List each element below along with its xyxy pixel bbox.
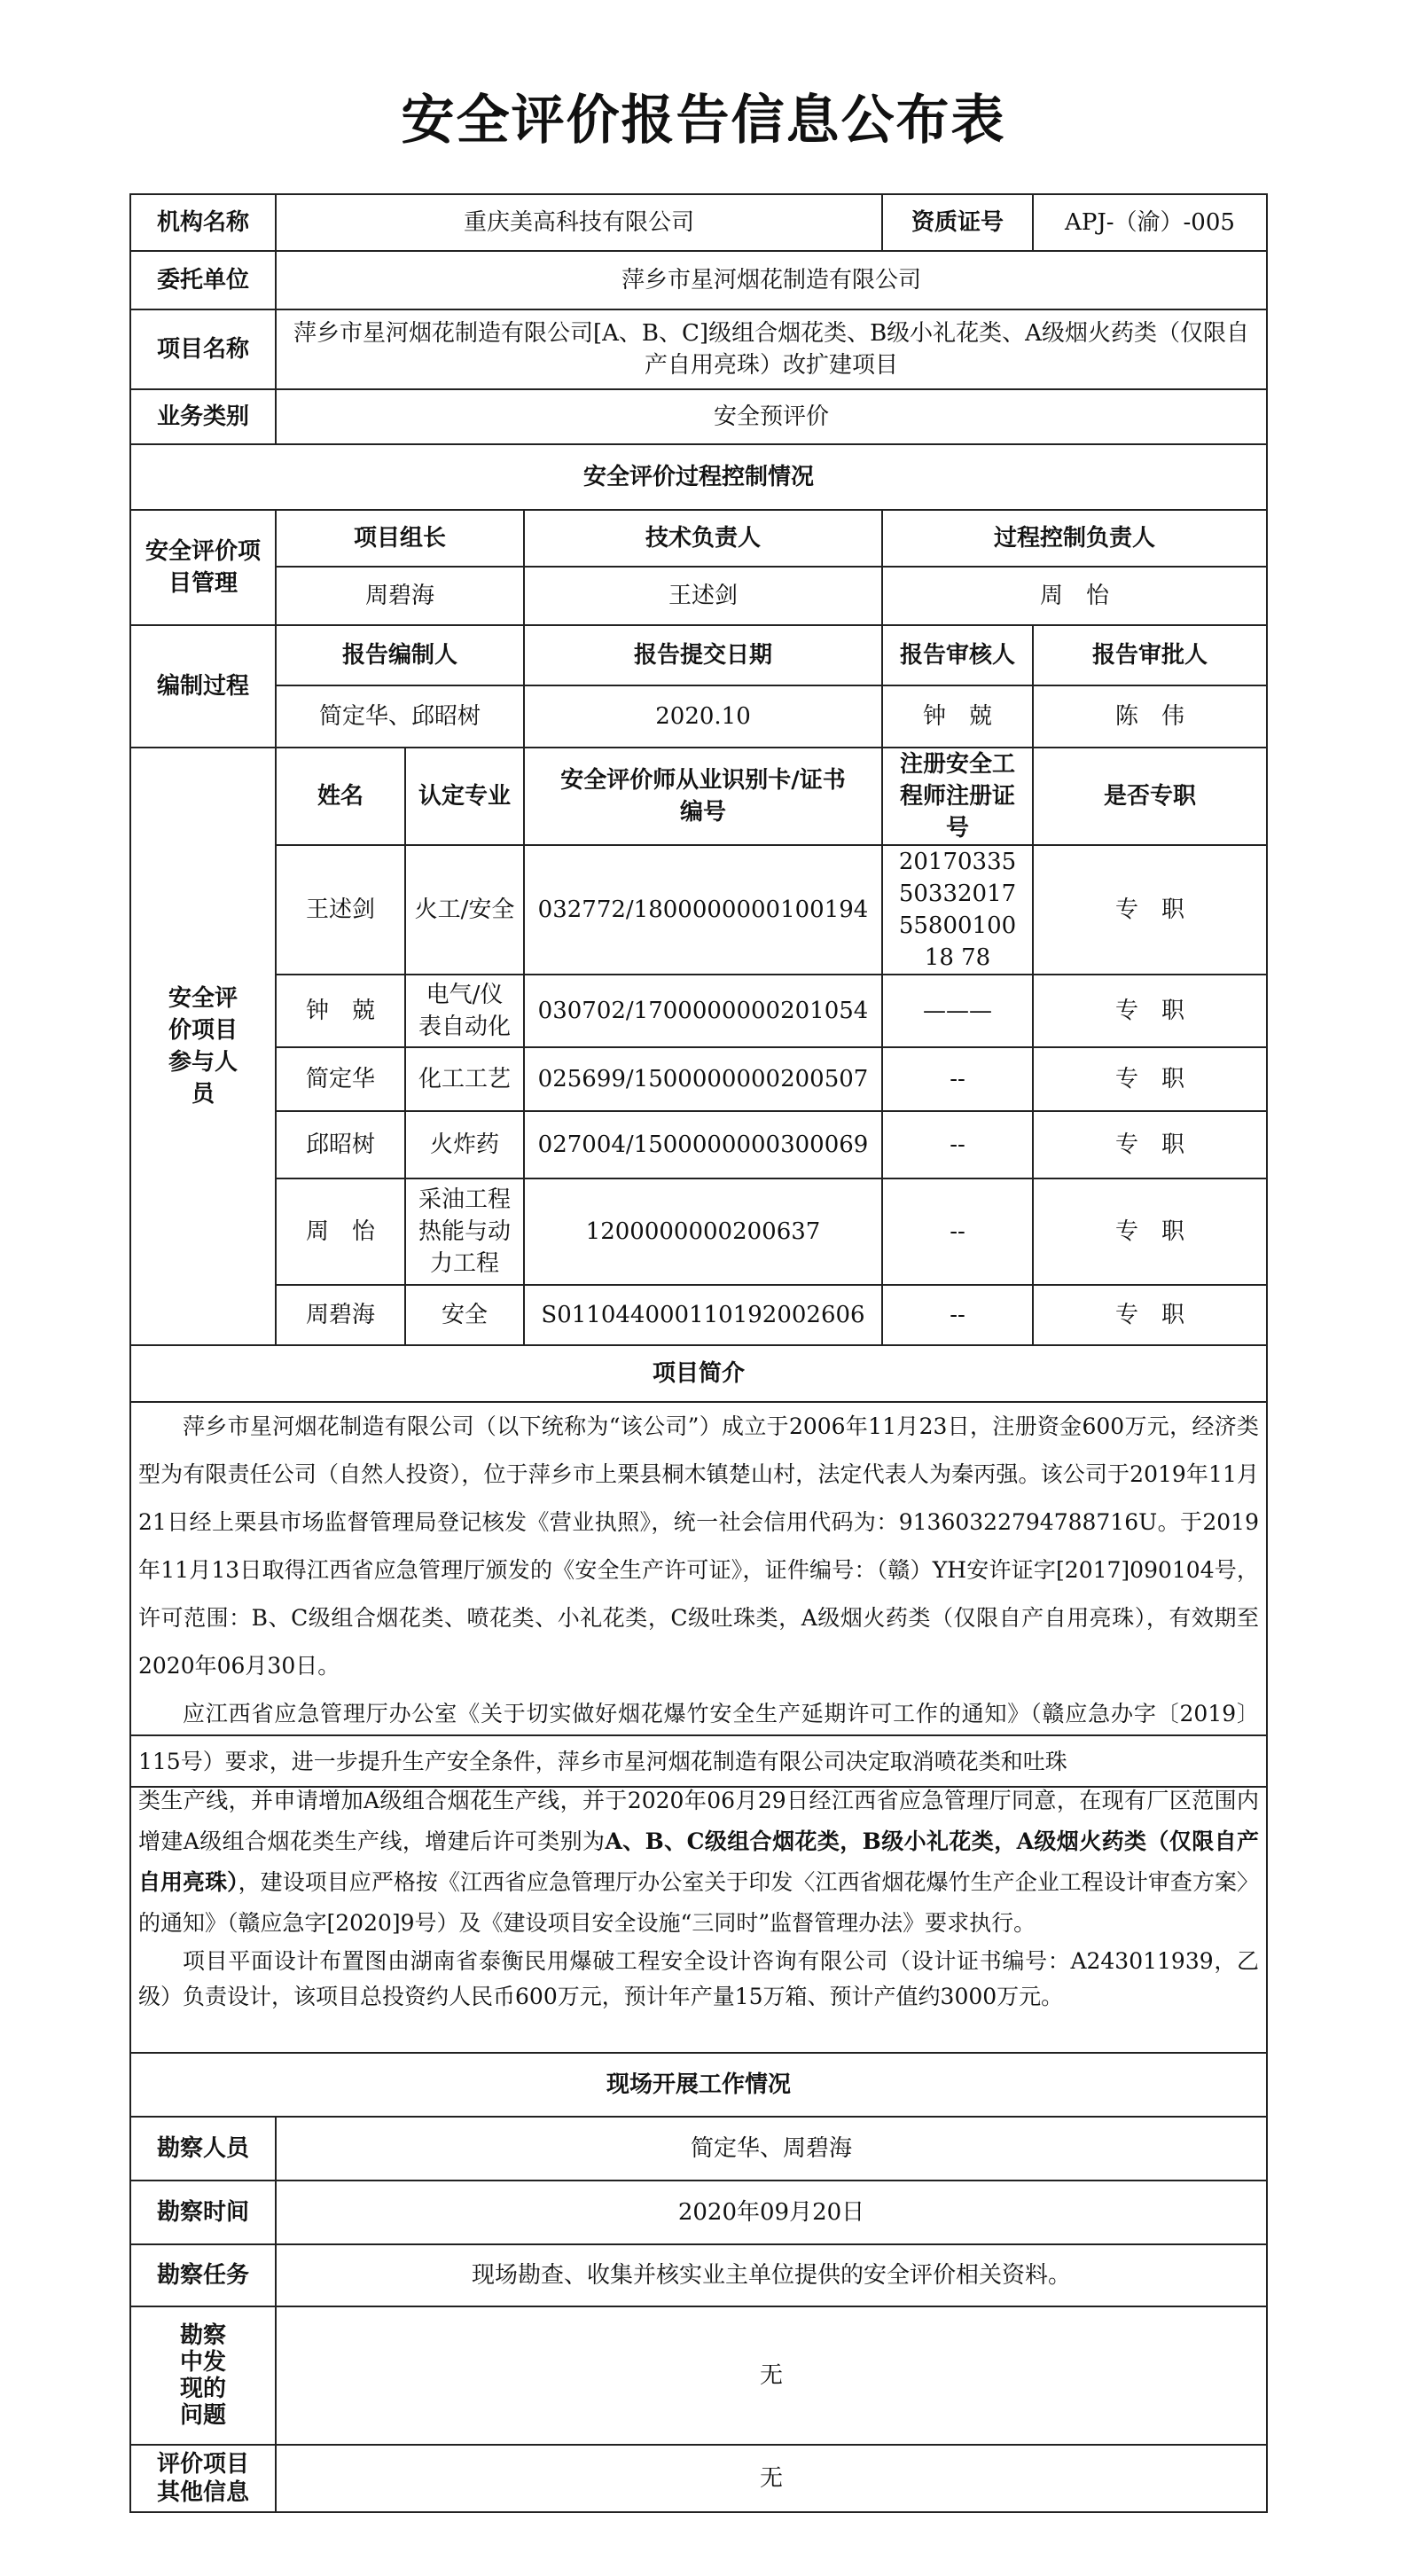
staff-name: 钟 兢 <box>276 975 405 1047</box>
project-label: 项目名称 <box>130 309 276 389</box>
staff-major: 安全 <box>405 1285 524 1345</box>
staff-reg: 20170335503320175580010018 78 <box>882 845 1033 975</box>
compile-value-author: 简定华、邱昭树 <box>276 685 524 748</box>
staff-reg: -- <box>882 1047 1033 1111</box>
type-value: 安全预评价 <box>276 389 1267 444</box>
site-section-title: 现场开展工作情况 <box>130 2053 1267 2117</box>
staff-name: 邱昭树 <box>276 1111 405 1178</box>
staff-header-card: 安全评价师从业识别卡/证书编号 <box>524 748 882 845</box>
staff-reg: ——— <box>882 975 1033 1047</box>
process-section-title: 安全评价过程控制情况 <box>130 444 1267 510</box>
staff-major: 电气/仪表自动化 <box>405 975 524 1047</box>
compile-label: 编制过程 <box>130 625 276 748</box>
staff-header-reg: 注册安全工程师注册证号 <box>882 748 1033 845</box>
task-label: 勘察任务 <box>130 2244 276 2306</box>
mgmt-header-tech: 技术负责人 <box>524 510 882 567</box>
table-row <box>130 845 1267 975</box>
staff-reg: -- <box>882 1111 1033 1178</box>
staff-header-fulltime: 是否专职 <box>1033 748 1267 845</box>
org-value: 重庆美高科技有限公司 <box>276 194 882 251</box>
staff-name: 周 怡 <box>276 1178 405 1285</box>
mgmt-value-leader: 周碧海 <box>276 567 524 625</box>
staff-reg: -- <box>882 1178 1033 1285</box>
table-row <box>130 1047 1267 1111</box>
staff-major: 火工/安全 <box>405 845 524 975</box>
summary-paragraph-2-start: 应江西省应急管理厅办公室《关于切实做好烟花爆竹安全生产延期许可工作的通知》（赣应急办字〔2019〕115号）要求，进一步提升生产安全条件，萍乡市星河烟花制造有限公司决定取消喷花类和吐珠 <box>138 1701 1259 1774</box>
summary-paragraph-2-cont <box>138 1781 1259 1944</box>
staff-card: 025699/1500000000200507 <box>524 1047 882 1111</box>
inspectors-label: 勘察人员 <box>130 2117 276 2181</box>
compile-header-date: 报告提交日期 <box>524 625 882 685</box>
task-value: 现场勘查、收集并核实业主单位提供的安全评价相关资料。 <box>276 2244 1267 2306</box>
cert-label: 资质证号 <box>882 194 1033 251</box>
cert-value: APJ-（渝）-005 <box>1033 194 1267 251</box>
compile-value-approver: 陈 伟 <box>1033 685 1267 748</box>
summary-continued <box>130 1735 1267 2053</box>
staff-fulltime: 专 职 <box>1033 1111 1267 1178</box>
staff-header-major: 认定专业 <box>405 748 524 845</box>
client-label: 委托单位 <box>130 251 276 309</box>
staff-card: 1200000000200637 <box>524 1178 882 1285</box>
type-label: 业务类别 <box>130 389 276 444</box>
summary-section-title: 项目简介 <box>130 1345 1267 1402</box>
staff-fulltime: 专 职 <box>1033 1285 1267 1345</box>
staff-card: 030702/1700000000201054 <box>524 975 882 1047</box>
compile-header-reviewer: 报告审核人 <box>882 625 1033 685</box>
summary-para2-text-b: ，建设项目应严格按《江西省应急管理厅办公室关于印发〈江西省烟花爆竹生产企业工程设计审查方案〉的通知》（赣应急字[2020]9号）及《建设项目安全设施“三同时”监督管理办法》要求执行。 <box>138 1869 1259 1936</box>
compile-value-date: 2020.10 <box>524 685 882 748</box>
table-row <box>130 975 1267 1047</box>
staff-card: S011044000110192002606 <box>524 1285 882 1345</box>
mgmt-header-control: 过程控制负责人 <box>882 510 1267 567</box>
project-value: 萍乡市星河烟花制造有限公司[A、B、C]级组合烟花类、B级小礼花类、A级烟火药类（仅限自产自用亮珠）改扩建项目 <box>276 309 1267 389</box>
mgmt-label: 安全评价项目管理 <box>130 510 276 625</box>
compile-value-reviewer: 钟 兢 <box>882 685 1033 748</box>
staff-fulltime: 专 职 <box>1033 845 1267 975</box>
table-row <box>130 1111 1267 1178</box>
mgmt-value-tech: 王述剑 <box>524 567 882 625</box>
time-label: 勘察时间 <box>130 2181 276 2244</box>
page-title: 安全评价报告信息公布表 <box>401 90 1006 152</box>
staff-name: 周碧海 <box>276 1285 405 1345</box>
time-value: 2020年09月20日 <box>276 2181 1267 2244</box>
staff-card: 032772/1800000000100194 <box>524 845 882 975</box>
staff-card: 027004/1500000000300069 <box>524 1111 882 1178</box>
summary-paragraph-3: 项目平面设计布置图由湖南省泰衡民用爆破工程安全设计咨询有限公司（设计证书编号：A243011939，乙级）负责设计，该项目总投资约人民币600万元，预计年产量15万箱、预计产值约3000万元。 <box>138 1948 1260 2009</box>
staff-major: 火炸药 <box>405 1111 524 1178</box>
info-table-part2 <box>129 1734 1268 2513</box>
inspectors-value: 简定华、周碧海 <box>276 2117 1267 2181</box>
staff-major: 采油工程热能与动力工程 <box>405 1178 524 1285</box>
staff-header-name: 姓名 <box>276 748 405 845</box>
staff-major: 化工工艺 <box>405 1047 524 1111</box>
summary-paragraph-1: 萍乡市星河烟花制造有限公司（以下统称为“该公司”）成立于2006年11月23日，注册资金600万元，经济类型为有限责任公司（自然人投资），位于萍乡市上栗县桐木镇楚山村，法定代表人为秦丙强。该公司于2019年11月21日经上栗县市场监督管理局登记核发《营业执照》，统一社会信用代码为：91360322794788716U。于2019年11月13日取得江西省应急管理厅颁发的《安全生产许可证》，证件编号：（赣）YH安许证字[2017]090104号，许可范围：B、C级组合烟花类、喷花类、小礼花类，C级吐珠类，A级烟火药类（仅限自产自用亮珠），有效期至2020年06月30日。 <box>138 1413 1259 1679</box>
table-row <box>130 1285 1267 1345</box>
staff-fulltime: 专 职 <box>1033 1178 1267 1285</box>
summary-para2-text-a: 类生产线，并申请增加A级组合烟花生产线，并于2020年06月29日经江西省应急管理厅同意，在现有厂区范围内增建A级组合烟花类生产线，增建后许可类别为 <box>138 1788 1260 1854</box>
staff-fulltime: 专 职 <box>1033 1047 1267 1111</box>
staff-fulltime: 专 职 <box>1033 975 1267 1047</box>
issues-label: 勘察中发现的问题 <box>130 2306 276 2445</box>
other-info-value: 无 <box>276 2445 1267 2512</box>
other-info-label: 评价项目其他信息 <box>130 2445 276 2512</box>
org-label: 机构名称 <box>130 194 276 251</box>
staff-name: 简定华 <box>276 1047 405 1111</box>
compile-header-author: 报告编制人 <box>276 625 524 685</box>
mgmt-header-leader: 项目组长 <box>276 510 524 567</box>
table-row <box>130 1178 1267 1285</box>
staff-label: 安全评价项目参与人员 <box>130 748 276 1345</box>
summary-body <box>130 1402 1267 1787</box>
issues-value: 无 <box>276 2306 1267 2445</box>
client-value: 萍乡市星河烟花制造有限公司 <box>276 251 1267 309</box>
mgmt-value-control: 周 怡 <box>882 567 1267 625</box>
staff-reg: -- <box>882 1285 1033 1345</box>
compile-header-approver: 报告审批人 <box>1033 625 1267 685</box>
info-table-part1 <box>129 193 1268 1788</box>
staff-name: 王述剑 <box>276 845 405 975</box>
summary-para2-bold: A、B、C级组合烟花类，B级小礼花类，A级烟火药类（仅限自产自用亮珠） <box>138 1828 1259 1895</box>
